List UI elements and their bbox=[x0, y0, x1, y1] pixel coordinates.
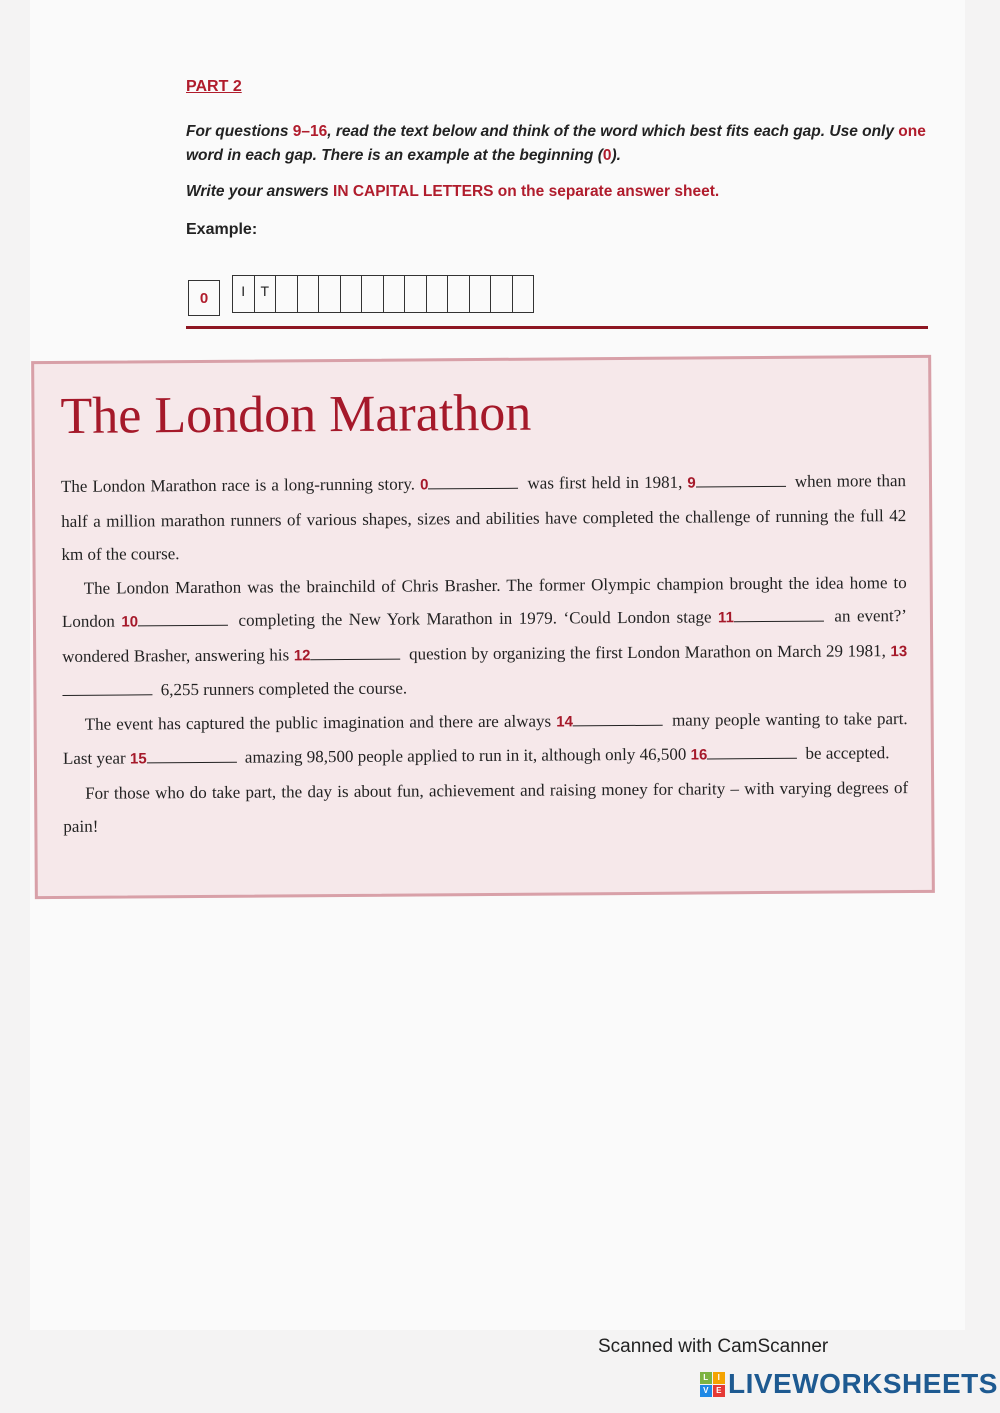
text-run: The London Marathon race is a long-running story. bbox=[60, 474, 421, 496]
gap-number: 9 bbox=[687, 474, 696, 492]
answer-cell bbox=[362, 276, 384, 312]
text-run: The event has captured the public imagination and there are always bbox=[84, 710, 557, 734]
text-run: was first held in 1981, bbox=[522, 472, 688, 493]
text-run: be accepted. bbox=[801, 743, 890, 763]
answer-cell bbox=[319, 276, 341, 312]
article-title: The London Marathon bbox=[60, 384, 532, 445]
answer-gap[interactable] bbox=[147, 748, 237, 764]
gap-number: 15 bbox=[129, 750, 147, 768]
gap-number: 11 bbox=[717, 609, 734, 627]
gap-number: 0 bbox=[420, 476, 429, 494]
answer-cell bbox=[341, 276, 363, 312]
instructions-block bbox=[186, 120, 936, 240]
paragraph: For those who do take part, the day is about fun, achievement and raising money for charity – with varying degrees of pain! bbox=[63, 777, 909, 836]
gap-number: 12 bbox=[293, 646, 311, 664]
example-answer-cells bbox=[232, 275, 534, 313]
answer-cell bbox=[405, 276, 427, 312]
divider bbox=[186, 326, 928, 329]
instructions: For questions 9–16, read the text below and think of the word which best fits each gap. Use only one word in each gap. There is an example at the beginning (0). bbox=[186, 123, 926, 164]
example-label: Example: bbox=[186, 221, 258, 238]
paragraph bbox=[63, 702, 908, 777]
text-run: 6,255 runners completed the course. bbox=[156, 678, 408, 700]
answer-cell bbox=[491, 276, 513, 312]
part-heading: PART 2 bbox=[186, 78, 242, 95]
gap-number: 14 bbox=[556, 712, 573, 730]
answer-gap[interactable] bbox=[138, 611, 228, 627]
answer-cell bbox=[513, 276, 534, 312]
answer-cell bbox=[448, 276, 470, 312]
text-run: The London Marathon was the brainchild of Chris Brasher. The former Olympic champion brought the idea home to London bbox=[61, 572, 907, 631]
article-text bbox=[61, 464, 909, 843]
paragraph bbox=[62, 566, 908, 708]
text-run: many people wanting to take part. Last year bbox=[62, 708, 908, 768]
answer-cell bbox=[427, 276, 449, 312]
answer-instructions: Write your answers IN CAPITAL LETTERS on the separate answer sheet. bbox=[186, 183, 720, 200]
example-number-box: 0 bbox=[188, 280, 220, 316]
text-run: amazing 98,500 people applied to run in it, although only 46,500 bbox=[240, 744, 691, 767]
gap-number: 16 bbox=[690, 746, 708, 764]
logo-icon: L I V E bbox=[700, 1372, 725, 1397]
text-run: when more than half a million marathon runners of various shapes, sizes and abilities have completed the challenge of running the full 42 km of the course. bbox=[61, 471, 907, 564]
gap-number: 10 bbox=[121, 613, 139, 631]
text-run: an event?’ wondered Brasher, answering his bbox=[62, 606, 907, 666]
liveworksheets-logo: L I V E LIVEWORKSHEETS bbox=[700, 1368, 998, 1400]
answer-gap[interactable] bbox=[62, 680, 152, 696]
gap-number: 13 bbox=[890, 642, 908, 660]
answer-gap[interactable] bbox=[310, 644, 400, 660]
answer-cell: I bbox=[233, 276, 255, 312]
answer-cell bbox=[298, 276, 320, 312]
answer-gap[interactable] bbox=[734, 607, 824, 623]
answer-gap[interactable] bbox=[707, 744, 797, 760]
scanner-watermark: Scanned with CamScanner bbox=[598, 1336, 829, 1357]
answer-gap[interactable] bbox=[696, 472, 786, 488]
answer-cell bbox=[384, 276, 406, 312]
article-box bbox=[31, 355, 935, 899]
answer-gap[interactable] bbox=[573, 710, 663, 726]
answer-cell bbox=[276, 276, 298, 312]
answer-cell bbox=[470, 276, 492, 312]
answer-cell: T bbox=[255, 276, 277, 312]
answer-gap[interactable] bbox=[428, 474, 518, 490]
text-run: question by organizing the first London Marathon on March 29 1981, bbox=[404, 640, 891, 664]
paragraph bbox=[61, 464, 907, 571]
text-run: completing the New York Marathon in 1979. ‘Could London stage bbox=[231, 607, 719, 630]
